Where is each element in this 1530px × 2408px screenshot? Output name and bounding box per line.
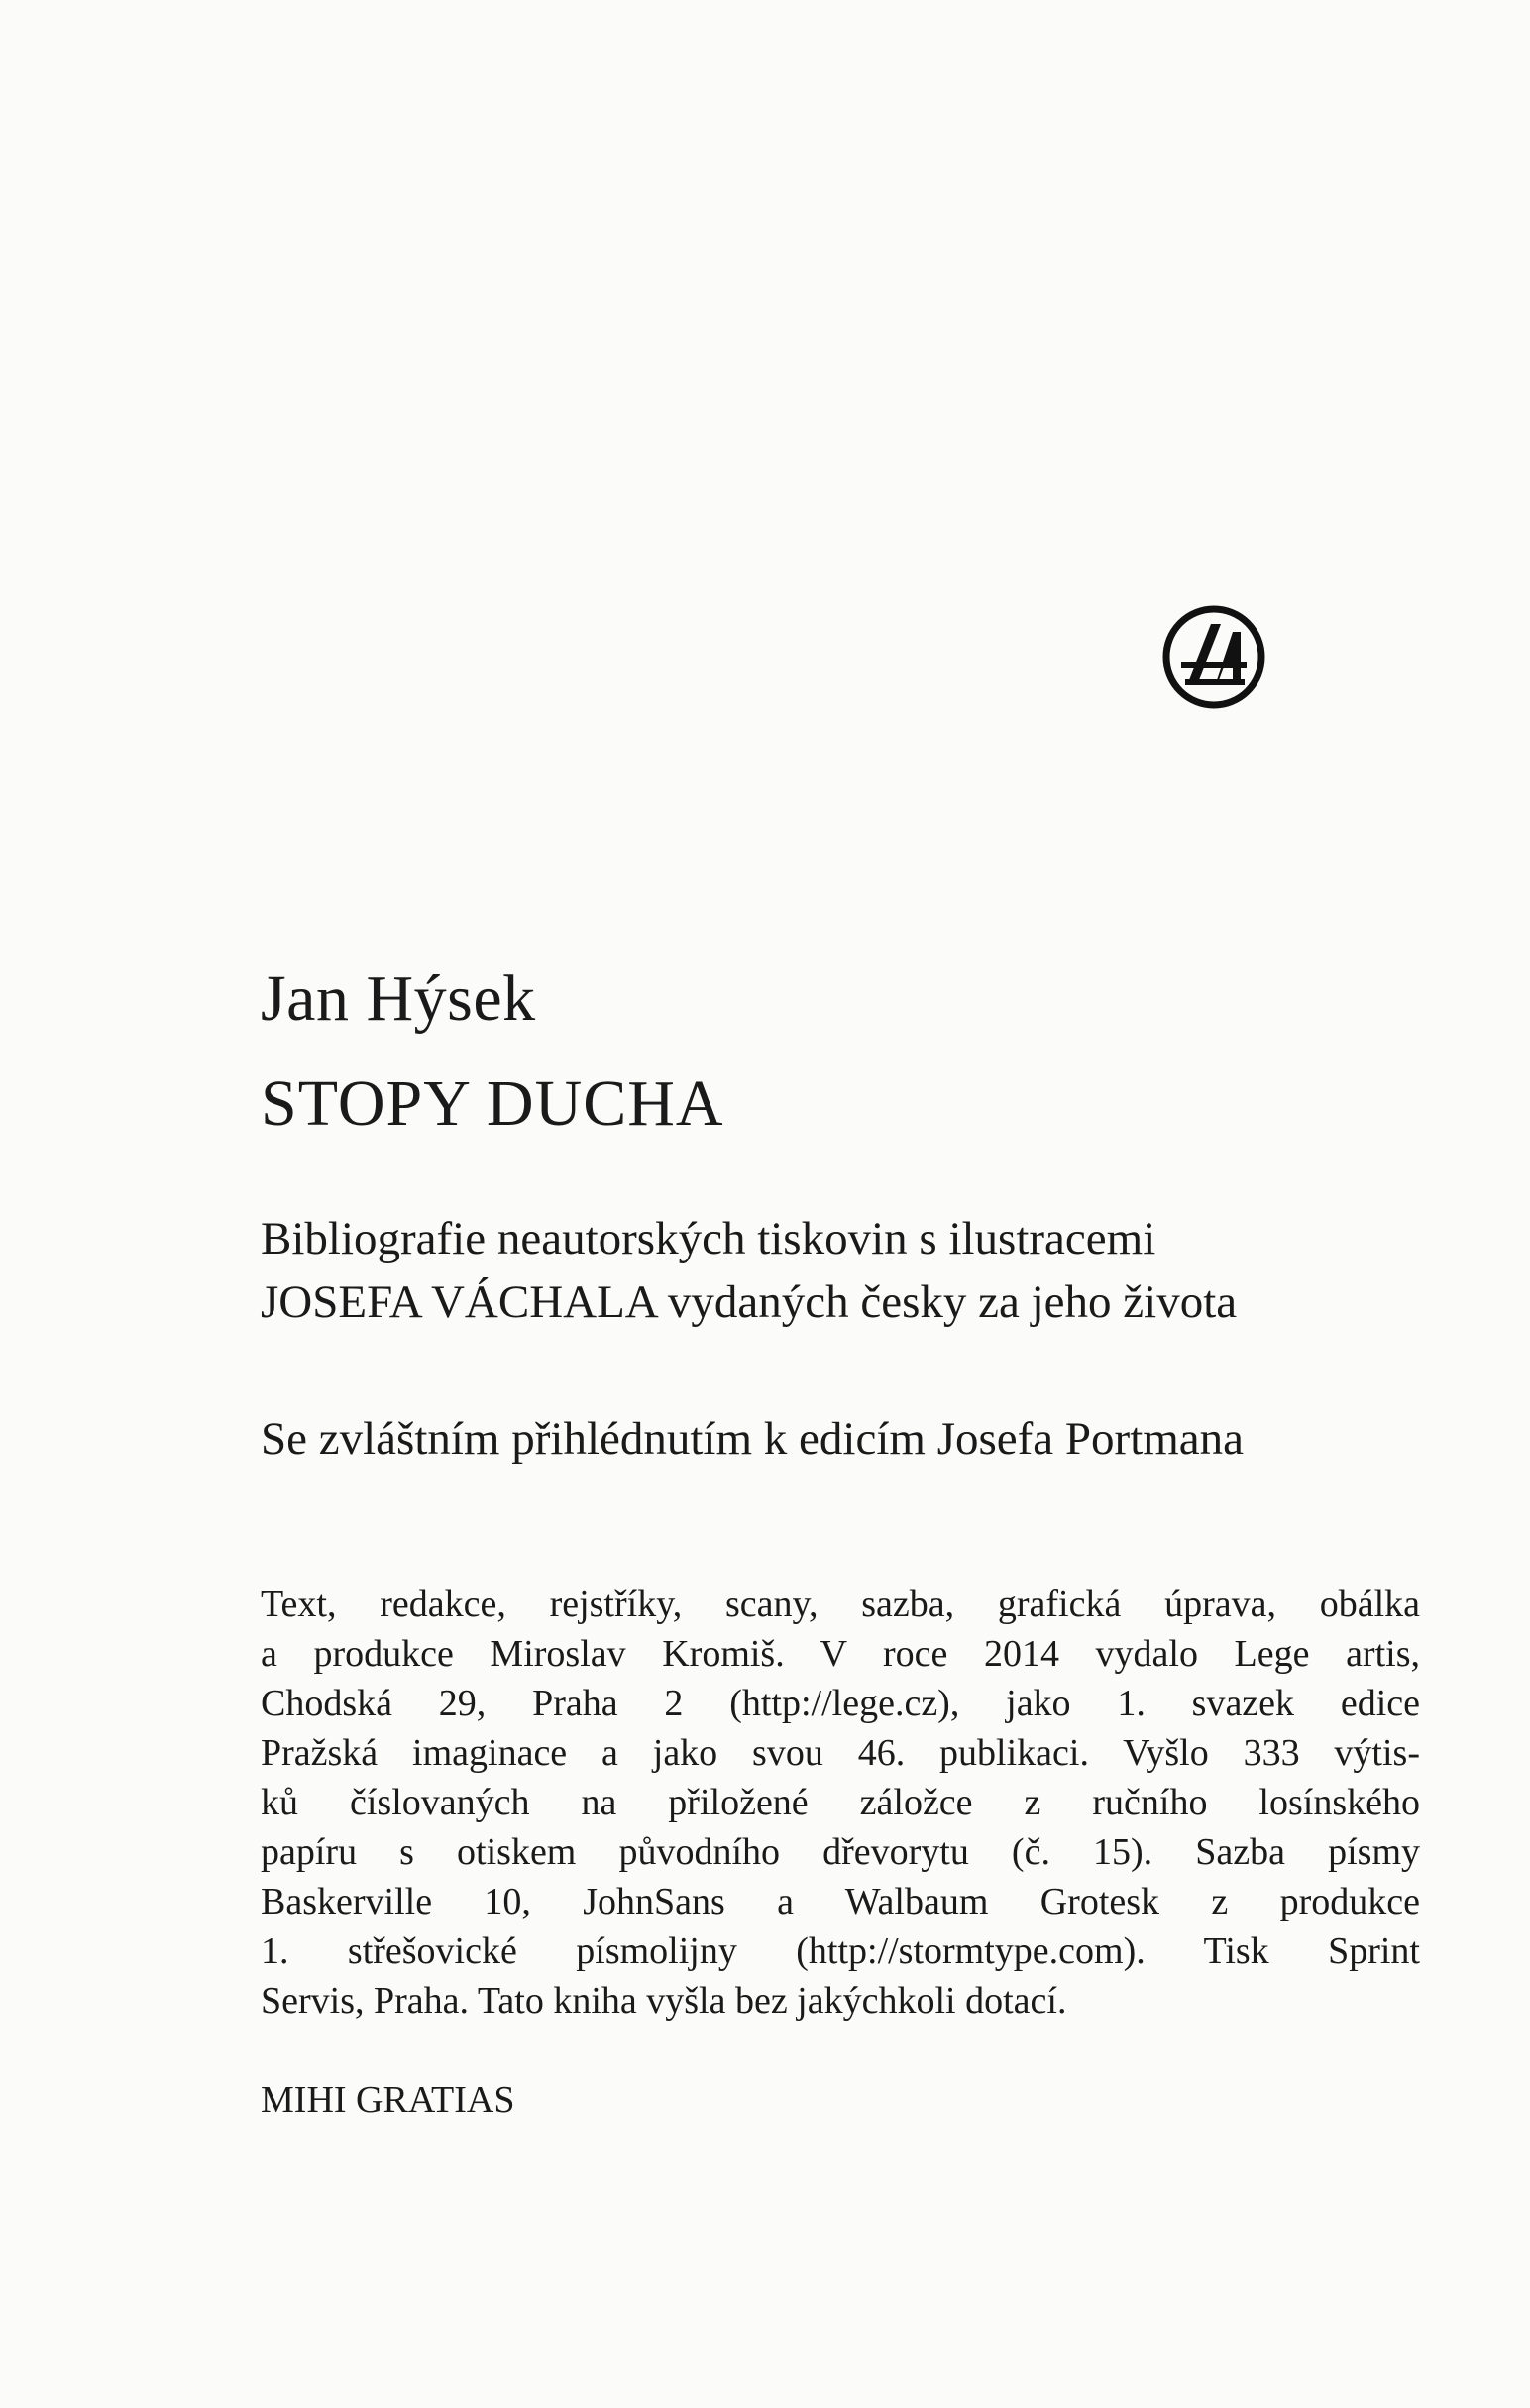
book-subtitle-secondary: Se zvláštním přihlédnutím k edicím Josefa Portmana [261, 1413, 1245, 1465]
colophon-line: ků číslovaných na přiložené záložce z ručního losínského [261, 1782, 1420, 1823]
colophon-line: papíru s otiskem původního dřevorytu (č. 15). Sazba písmy [261, 1831, 1420, 1873]
colophon-line: Text, redakce, rejstříky, scany, sazba, grafická úprava, obálka [261, 1584, 1420, 1625]
subtitle-line: JOSEFA VÁCHALA vydaných česky za jeho života [261, 1276, 1238, 1328]
colophon-line: Chodská 29, Praha 2 (http://lege.cz), jako 1. svazek edice [261, 1683, 1420, 1724]
colophon-motto: MIHI GRATIAS [261, 2079, 515, 2121]
book-subtitle [261, 1207, 1430, 1334]
colophon-line: Pražská imaginace a jako svou 46. publikaci. Vyšlo 333 výtis- [261, 1732, 1420, 1774]
book-title: STOPY DUCHA [261, 1067, 724, 1140]
lege-artis-logo-icon [1159, 602, 1268, 711]
colophon [261, 1580, 1420, 2025]
subtitle-line: Bibliografie neautorských tiskovin s ilustracemi [261, 1213, 1156, 1264]
colophon-line: 1. střešovické písmolijny (http://stormtype.com). Tisk Sprint [261, 1930, 1420, 1972]
colophon-line: Baskerville 10, JohnSans a Walbaum Grotesk z produkce [261, 1881, 1420, 1922]
colophon-line: Servis, Praha. Tato kniha vyšla bez jakýchkoli dotací. [261, 1980, 1067, 2022]
book-author: Jan Hýsek [261, 962, 536, 1035]
colophon-line: a produkce Miroslav Kromiš. V roce 2014 vydalo Lege artis, [261, 1633, 1420, 1675]
